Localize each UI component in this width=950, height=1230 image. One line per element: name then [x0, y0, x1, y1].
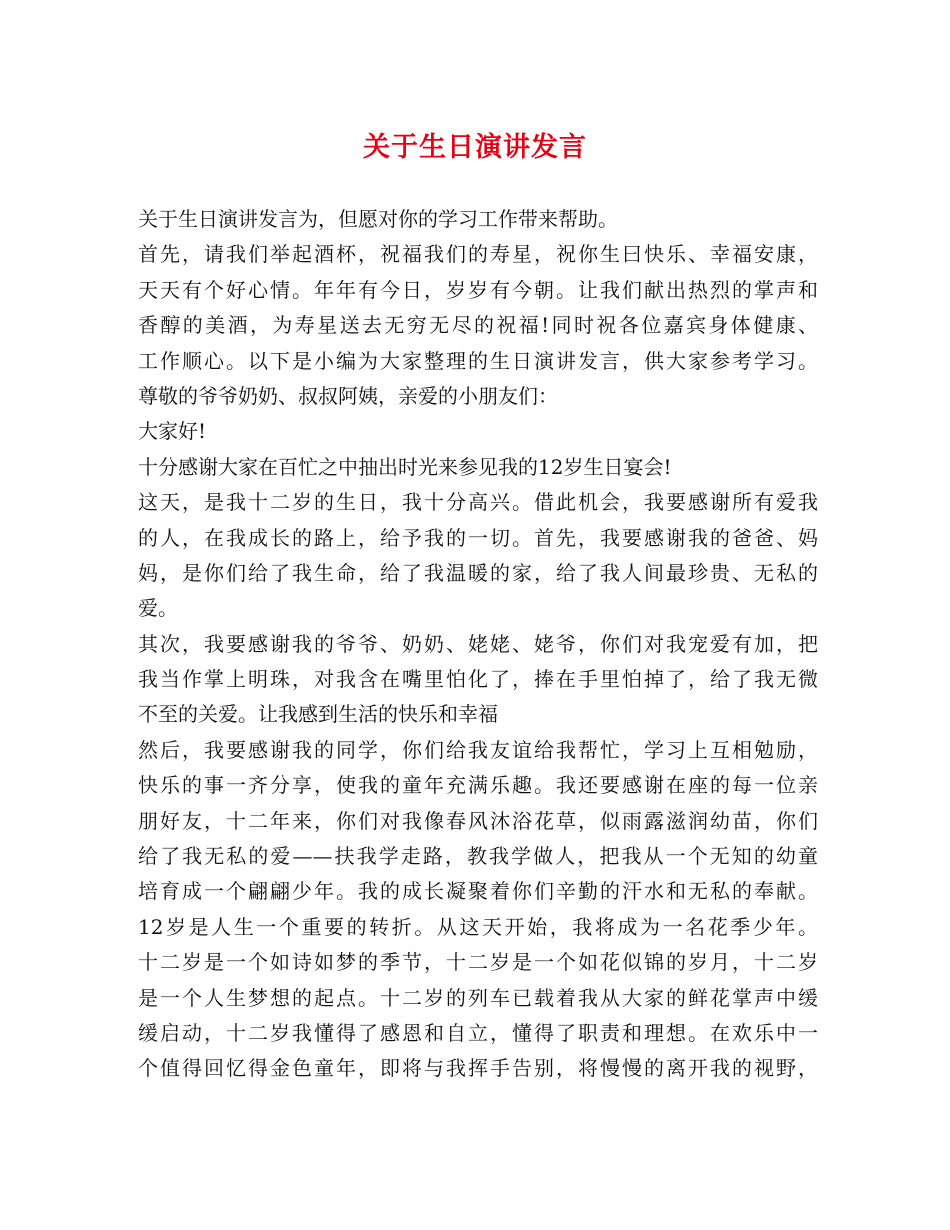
text-line: 十二岁是一个如诗如梦的季节，十二岁是一个如花似锦的岁月，十二岁 [138, 950, 818, 975]
text-line: 给了我无私的爱——扶我学走路，教我学做人，把我从一个无知的幼童 [138, 844, 818, 869]
text-line: 我当作掌上明珠，对我含在嘴里怕化了，捧在手里怕掉了，给了我无微 [138, 667, 818, 692]
text-line: 香醇的美酒，为寿星送去无穷无尽的祝福!同时祝各位嘉宾身体健康、 [138, 313, 818, 338]
text-line: 12岁是人生一个重要的转折。从这天开始，我将成为一名花季少年。 [138, 914, 818, 939]
text-line: 然后，我要感谢我的同学，你们给我友谊给我帮忙，学习上互相勉励， [138, 737, 818, 762]
document-body [138, 202, 818, 1087]
text-line: 这天，是我十二岁的生日，我十分高兴。借此机会，我要感谢所有爱我 [138, 490, 818, 515]
text-line: 尊敬的爷爷奶奶、叔叔阿姨，亲爱的小朋友们： [138, 383, 558, 408]
document-title: 关于生日演讲发言 [363, 132, 587, 163]
text-line: 快乐的事一齐分享，使我的童年充满乐趣。我还要感谢在座的每一位亲 [138, 773, 818, 798]
text-line: 关于生日演讲发言为，但愿对你的学习工作带来帮助。 [138, 207, 618, 231]
text-line: 妈，是你们给了我生命，给了我温暖的家，给了我人间最珍贵、无私的 [138, 560, 818, 585]
text-line: 天天有个好心情。年年有今日，岁岁有今朝。让我们献出热烈的掌声和 [138, 277, 818, 302]
text-line: 的人，在我成长的路上，给予我的一切。首先，我要感谢我的爸爸、妈 [138, 525, 818, 550]
text-line: 爱。 [138, 596, 178, 621]
text-line: 工作顺心。以下是小编为大家整理的生日演讲发言，供大家参考学习。 [138, 348, 818, 373]
text-line: 其次，我要感谢我的爷爷、奶奶、姥姥、姥爷，你们对我宠爱有加，把 [138, 631, 818, 656]
text-line: 是一个人生梦想的起点。十二岁的列车已载着我从大家的鲜花掌声中缓 [138, 985, 818, 1010]
text-line: 不至的关爱。让我感到生活的快乐和幸福 [138, 702, 498, 727]
text-line: 大家好! [138, 419, 207, 444]
text-line: 十分感谢大家在百忙之中抽出时光来参见我的12岁生日宴会! [138, 454, 672, 479]
text-line: 缓启动，十二岁我懂得了感恩和自立，懂得了职责和理想。在欢乐中一 [138, 1020, 818, 1045]
text-line: 个值得回忆得金色童年，即将与我挥手告别，将慢慢的离开我的视野， [138, 1056, 818, 1081]
text-line: 培育成一个翩翩少年。我的成长凝聚着你们辛勤的汗水和无私的奉献。 [138, 879, 818, 904]
text-line: 首先，请我们举起酒杯，祝福我们的寿星，祝你生曰快乐、幸福安康， [138, 242, 818, 267]
text-line: 朋好友，十二年来，你们对我像春风沐浴花草，似雨露滋润幼苗，你们 [138, 808, 818, 833]
